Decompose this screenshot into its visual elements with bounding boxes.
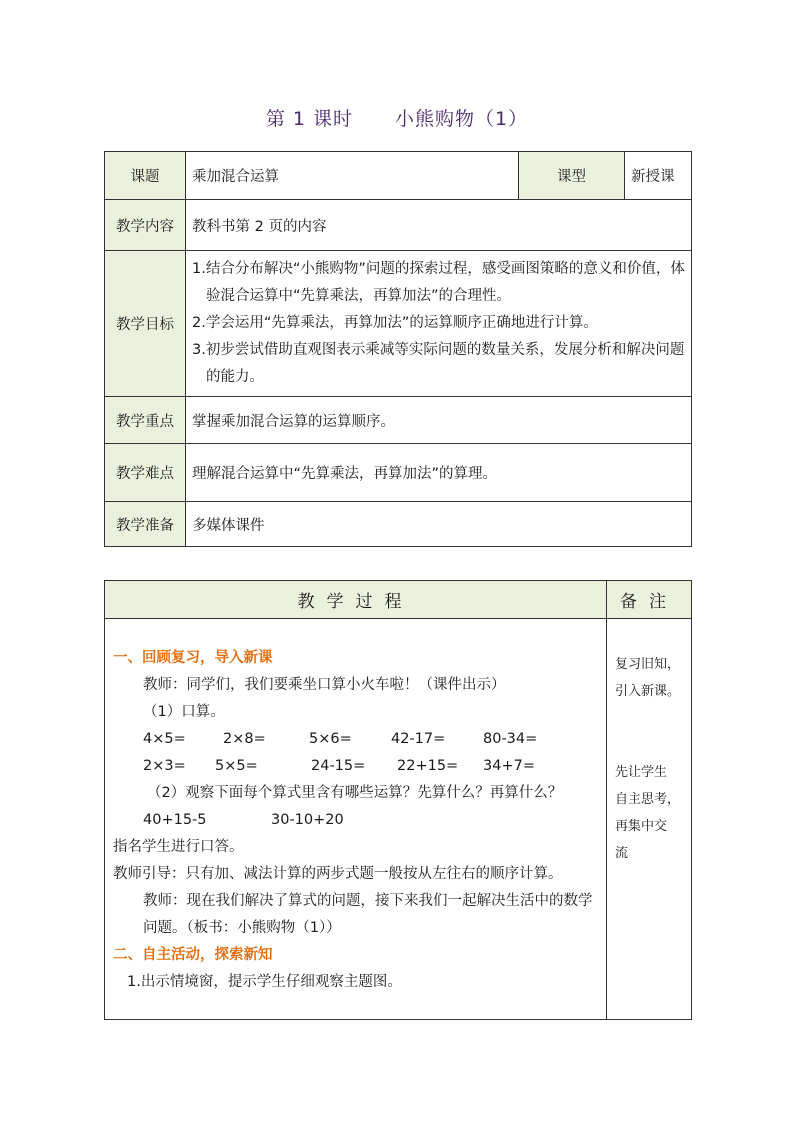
objectives-row (105, 251, 692, 397)
objective-item: 2.学会运用“先算乘法，再算加法”的运算顺序正确地进行计算。 (192, 315, 598, 331)
note-line: 复习旧知， (615, 657, 681, 672)
calc-expression: 40+15-5 (143, 812, 207, 828)
process-content-cell (105, 619, 607, 1020)
calc-expression: 24-15= (311, 758, 366, 774)
note-line: 自主思考， (615, 792, 681, 807)
calc-expression: 4×5= (143, 731, 186, 747)
answer-line: 指名学生进行口答。 (113, 839, 244, 855)
objectives-label: 教学目标 (105, 251, 186, 397)
note-line: 流 (615, 846, 629, 861)
calc-row-1 (113, 726, 600, 753)
content-row (105, 200, 692, 251)
process-header: 教学过程 (105, 581, 607, 619)
preparation-value: 多媒体课件 (186, 502, 692, 547)
calc-expression: 5×6= (309, 731, 352, 747)
process-header-row (105, 581, 692, 619)
preparation-label: 教学准备 (105, 502, 186, 547)
objective-item: 1.结合分布解决“小熊购物”问题的探索过程，感受画图策略的意义和价值，体验混合运算中“先算乘法，再算加法”的合理性。 (192, 261, 685, 304)
objectives-list (186, 251, 692, 397)
teacher-line: 教师：同学们，我们要乘坐口算小火车啦！（课件出示） (143, 677, 506, 693)
notes-cell (607, 619, 692, 1020)
type-label: 课型 (519, 152, 625, 200)
calc-expression: 22+15= (397, 758, 459, 774)
note-line: 再集中交 (615, 819, 668, 834)
observe-item: （2）观察下面每个算式里含有哪些运算？先算什么？再算什么？ (147, 785, 563, 801)
calc-expression: 2×8= (223, 731, 266, 747)
content-label: 教学内容 (105, 200, 186, 251)
preparation-row (105, 502, 692, 547)
teacher-line: 教师：现在我们解决了算式的问题，接下来我们一起解决生活中的数学问题。（板书：小熊购物（1）） (143, 893, 593, 936)
process-body-row (105, 619, 692, 1020)
topic-row (105, 152, 692, 200)
page-title (0, 104, 794, 131)
content-value: 教科书第 2 页的内容 (186, 200, 692, 251)
note-line: 先让学生 (615, 765, 668, 780)
oral-calc-item: （1）口算。 (143, 704, 225, 720)
guide-line: 教师引导：只有加、减法计算的两步式题一般按从左往右的顺序计算。 (113, 866, 563, 882)
teaching-process-table (104, 580, 692, 1020)
topic-value: 乘加混合运算 (186, 152, 519, 200)
step-line: 1.出示情境窗，提示学生仔细观察主题图。 (127, 974, 402, 990)
note-line: 引入新课。 (615, 684, 681, 699)
key-point-row (105, 397, 692, 444)
difficulty-label: 教学难点 (105, 444, 186, 502)
lesson-info-table (104, 151, 692, 547)
section-heading: 二、自主活动，探索新知 (113, 947, 273, 963)
type-value: 新授课 (625, 152, 692, 200)
calc-expression: 80-34= (483, 731, 538, 747)
notes-header: 备注 (607, 581, 692, 619)
expression-row (113, 807, 600, 834)
lesson-number: 第 1 课时 (265, 108, 354, 130)
section-heading: 一、回顾复习，导入新课 (113, 650, 273, 666)
difficulty-row (105, 444, 692, 502)
calc-row-2 (113, 753, 600, 780)
lesson-topic: 小熊购物（1） (395, 108, 529, 130)
topic-label: 课题 (105, 152, 186, 200)
calc-expression: 30-10+20 (271, 812, 344, 828)
key-point-label: 教学重点 (105, 397, 186, 444)
calc-expression: 2×3= (143, 758, 186, 774)
calc-expression: 5×5= (215, 758, 258, 774)
objective-item: 3.初步尝试借助直观图表示乘减等实际问题的数量关系，发展分析和解决问题的能力。 (192, 342, 685, 385)
key-point-value: 掌握乘加混合运算的运算顺序。 (186, 397, 692, 444)
calc-expression: 42-17= (391, 731, 446, 747)
difficulty-value: 理解混合运算中“先算乘法，再算加法”的算理。 (186, 444, 692, 502)
calc-expression: 34+7= (483, 758, 535, 774)
